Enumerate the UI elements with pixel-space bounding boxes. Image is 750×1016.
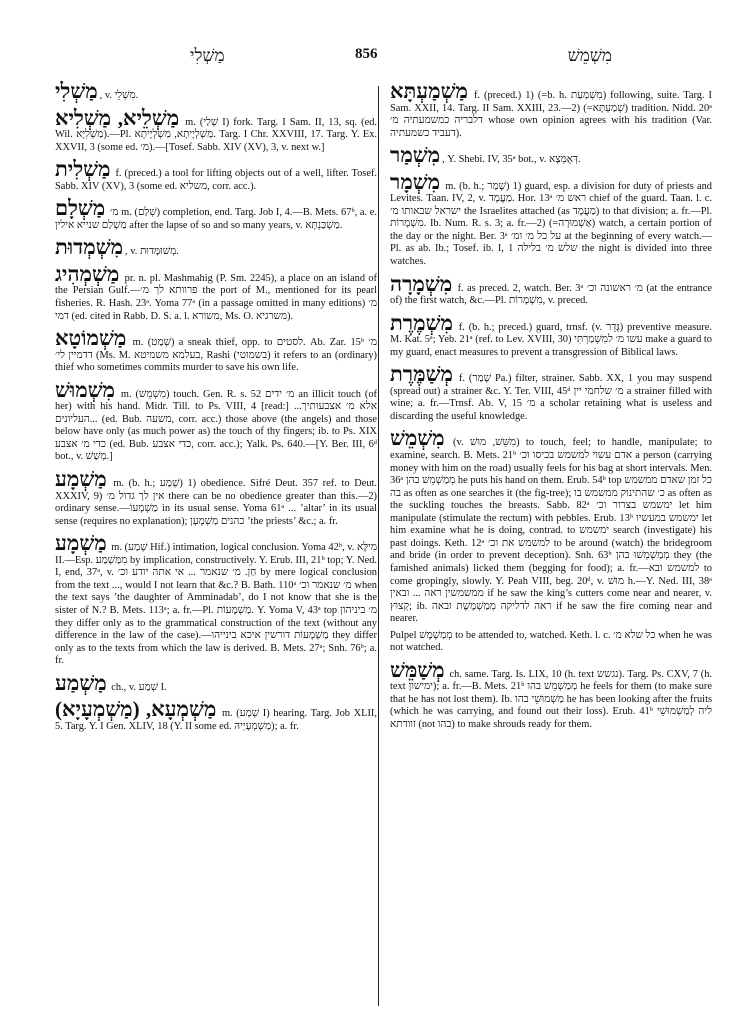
dictionary-entry xyxy=(55,672,377,695)
dictionary-entry xyxy=(390,273,712,308)
dictionary-entry xyxy=(390,427,712,625)
column-divider xyxy=(378,86,379,1006)
entry-text: f. as preced. 2, watch. Ber. 3ᵃ מ׳ ראשונה וכ׳ (at the entrance of) the first watch, &c.—Pl. מִשְׁמָרוֹת, v. preced. xyxy=(390,282,712,307)
dictionary-entry xyxy=(55,236,377,259)
entry-text: f. (preced.) a tool for lifting objects out of a well, lifter. Tosef. Sabb. XIV (XV), 3 (some ed. משליא, corr. acc.). xyxy=(55,168,377,192)
dictionary-entry xyxy=(55,107,377,155)
entry-text: m. (b. h.; שְׁמַע) 1) obedience. Sifré Deut. 357 ref. to Deut. XXXIV, 9) אין לך גדול מ׳ there can be no obedience greater than this.—2) ordinary sense.—מַשְׁמָעוֹ in its usual sense. Yoma 61ᵃ ... ’altar’ in its usual sense (requires no explanation); כהנים מַשְׁמָעָן ’the priests’ &c.; a. fr. xyxy=(55,478,378,527)
entry-headword: מַשְׁמָע xyxy=(55,467,107,492)
entry-headword: מִשְׁמֵשׁ xyxy=(390,426,445,451)
entry-text: m. (שְׁמַט) a sneak thief, opp. to לסטים. Ab. Zar. 15ᵇ מ׳ דדמיין לי׳ (Ms. M. בעלמא משמיטא, Rashi (בשמוטי) it refers to an (ordinary) thief who sometimes commits murder to save his own life. xyxy=(55,337,378,374)
entry-headword: מַשְׁמַע xyxy=(55,670,107,695)
entry-headword: מִשְׁמֶרֶת xyxy=(390,310,453,335)
entry-text: Pulpel מְמַשְׁמָשׁ to be attended to, watched. Keth. l. c. כל שלא מ׳ when he was not watched. xyxy=(390,629,712,654)
dictionary-entry xyxy=(55,468,377,528)
page-number: 856 xyxy=(355,46,378,62)
dictionary-entry xyxy=(390,171,712,269)
entry-headword: מִשְׁמוּשׁ xyxy=(55,377,116,402)
header-left-title: מַשְׁלִי xyxy=(190,46,225,65)
entry-headword: מִשְׁמָר xyxy=(390,169,441,194)
entry-headword: מִשְׁמַר xyxy=(390,143,441,168)
entry-text: f. (b. h.; preced.) guard, trnsf. (v. גָּדֵר) preventive measure. M. Kat. 5ᵃ; Yeb. 21ᵃ (ref. to Lev. XVIII, 30) עשו מ׳ למִשְׁמַרְתִּי make a guard to my guard, enact measures to prevent a transgression of Biblical laws. xyxy=(390,321,712,358)
dictionary-entry xyxy=(55,698,377,733)
entry-headword: מְשַׁמֶּרֶת xyxy=(390,362,453,387)
dictionary-entry xyxy=(55,158,377,193)
entry-headword: מַשְׁלִית xyxy=(55,157,111,182)
entry-headword: מַשְׁלֵיא, מַשְׁלִיא xyxy=(55,105,180,130)
entry-headword: מַשְׁמָע xyxy=(55,531,107,556)
entry-text: m. (שְׁמַע I) hearing. Targ. Job XLII, 5. Targ. Y. I Gen. XLIV, 18 (Y. II some ed. מַשְׁמְעָיְיהּ); a. fr. xyxy=(55,708,377,732)
dictionary-entry xyxy=(390,80,712,140)
entry-text: מ׳ m. (שְׁלַם) completion, end. Targ. Job I, 4.—B. Mets. 67ᵇ, a. e. מַשְׁלַם שנייא אילין after the lapse of so and so many years, v. מַשְׁכַּנְתָּא. xyxy=(55,207,377,231)
dictionary-entry xyxy=(55,379,377,464)
entry-headword: מַשְׁמְעָא, (מַשְׁמְעָיָא) xyxy=(55,697,217,722)
entry-text: f. (preced.) 1) (=b. h. מִשְׁמַעַת) following, suite. Targ. I Sam. XXII, 14. Targ. II Sam. XXIII, 23.—2) (=שְׁמַעְתָּא) tradition. Nidd. 20ᵃ דלבריה כמשמעתיה מ׳ whose own opinion agrees with his tradition (Var. דעביד כשמעתיה). xyxy=(390,90,712,139)
entry-text: m. (שְׁמַע Hif.) intimation, logical conclusion. Yoma 42ᵇ, v. מִילָּא II.—Esp. מִמַּשְׁמַע by implication, constructively. Y. Erub. III, 21ᵇ top; Y. Ned. I, end, 37ᵃ, v. חַן. מ׳ שנאמר ... אי אתה יודע וכ׳ by mere logical conclusion from the text ..., would I not learn that &c.? B. Bath. 110ᵃ מ׳ שנאמר וכ׳ when the text says ’the daughter of Amminadab’, do I not know that she is the sister of N.? B. Mets. 113ᵃ; a. fr.—Pl. מַשְׁמָעוֹת. Y. Yoma V, 43ᵃ top מ׳ ביניהון they differ only as to the grammatical construction of the text (without any difference in the law of the case).—מַשְׁמָעוֹת דורשין איכא בינייהו they differ only as to the texts from which the law is derived. B. Mets. 27ᵃ; Snh. 76ᵇ; a. fr. xyxy=(55,542,377,667)
dictionary-entry xyxy=(390,363,712,423)
entry-text: , Y. Shebi. IV, 35ᵃ bot., v. דְּאֻמְּצָא. xyxy=(442,154,581,166)
entry-text: m. (מִשְׁמֵשׁ) touch. Gen. R. s. 52 מ׳ ידים an illicit touch (of her) with his hand. Midr. Till. to Ps. VIII, 4 [read:] ...אלא מ׳ אצבעותיך ...העליונים (ed. Bub. משעה, corr. acc.) those above (the angels) and those below have only (as much power as) the touch of thy fingers; ib. to Ps. XIX כדי מ׳ אצבע (ed. Bub. כדי אצבע, corr. acc.); Yalk. Ps. 640.—[Y. Ber. III, 6ᵈ bot., v. מְשַׁשׁ.] xyxy=(55,388,378,463)
entry-text: , v. מִשְׁלֵי. xyxy=(99,90,139,101)
entry-headword: מְשַׁמֵּשׁ xyxy=(390,657,445,682)
dictionary-entry xyxy=(390,659,712,732)
header-right-title: מִשְׁמֵשׁ xyxy=(567,46,612,65)
entry-headword: מִשְׁמָרָה xyxy=(390,271,453,296)
dictionary-entry xyxy=(55,327,377,375)
dictionary-entry xyxy=(390,312,712,360)
dictionary-entry xyxy=(55,532,377,667)
right-column xyxy=(390,80,712,736)
left-column xyxy=(55,80,377,737)
entry-text: m. (שְׁלַי I) fork. Targ. I Sam. II, 13, sq. (ed. Wil. מַשְׁלִיָּא).—Pl. מַשְׁלְיָיתָא, מַשְׁלְיָיתָא. Targ. I Chr. XXVIII, 17. Targ. Y. Ex. XXVII, 3 (some ed. מ׳).—[Tosef. Sabb. XIV (XV), 3, v. next w.] xyxy=(55,116,377,153)
entry-headword: מִשְׁמְדוּת xyxy=(55,235,124,260)
dictionary-entry xyxy=(390,144,712,167)
entry-text: , v. מְשׁוּמָּדוּת. xyxy=(125,246,179,258)
page-header xyxy=(60,46,700,70)
entry-text: (v. מִשֵּׁשׁ, מוּשׁ) to touch, feel; to handle, manipulate; to examine, search. B. Mets. 21ᵇ אדם עשוי למשמש בכיסו וכ׳ a person (carrying money with him on the road) usually feels for his bag at short intervals. Men. 36ᵃ מְמַשְׁמֵשׁ בהן he puts his hand on them. Erub. 54ᵇ top כל זמן שאדם ממשמש בה as often as one searches it (the fig-tree); כ׳ שהתינוק ממשמש בו as often as the suckling touches the breasts. Sabb. 82ᵃ ימשמש בצרור וכ׳ let him manipulate (stimulate the rectum) with pebbles. Erub. 13ᵇ ימשמש במעשיו let him examine what he is doing, contrad. to ימשמש search (investigate) his past doings. Keth. 12ᵃ למשמש את וכ׳ to be around (watch) the bridegroom and bride (in order to prevent deception). Snh. 63ᵇ מְמַשְׁמְשׁוּ בהן they (the famished animals) licked them (begging for food); a. fr.—למשמש ובא to come gropingly, slowly. Y. Peah VIII, beg. 20ᵈ, v. מוּשׁ h.—Y. Ned. III, 38ᵃ ממשמשין ראה ... ובאין if he saw the king’s cutters come near and nearer, v. קְצוּץ; ib. ראה לדליקה מְמַשְׁמֶשֶׁת ובאה if he saw the fire coming near and nearer. xyxy=(390,437,713,625)
entry-text: pr. n. pl. Mashmahig (P. Sm. 2245), a place on an island of the Persian Gulf.—פרוותא לך מ׳ the port of M., mentioned for its pearl fisheries. R. Hash. 23ᵃ. Yoma 77ᵃ (in a passage omitted in many editions) מ׳ דמי (ed. cited in Rabb. D. S. a. l. משורא, Ms. O. משרגיא). xyxy=(55,272,377,322)
entry-text: f. (שָׁמַר Pa.) filter, strainer. Sabb. XX, 1 you may suspend (spread out) a strainer &c. Y. Ter. VIII, 45ᵈ מ׳ שלחמי יין a strainer filled with wine; a. fr.—Trnsf. Ab. V, 15 מ׳ a scholar retaining what is useless and discarding the useful knowledge. xyxy=(390,373,713,422)
dictionary-entry xyxy=(390,630,712,655)
entry-headword: מַשְׁמוֹטָא xyxy=(55,326,127,351)
dictionary-entry xyxy=(55,197,377,232)
dictionary-entry xyxy=(55,263,377,323)
entry-headword: מַשְׁלָם xyxy=(55,196,106,221)
entry-headword: מַשְׁמַעְתָּא xyxy=(390,79,468,103)
entry-headword: מַשְׁמְהִיג xyxy=(55,261,120,286)
dictionary-entry xyxy=(55,80,377,103)
entry-text: m. (b. h.; שָׁמַר) 1) guard, esp. a division for duty of priests and Levites. Taan. IV, 2, v. מַעֲמָד. Hor. 13ᵃ ראש מ׳ chief of the guard. Taan. l. c. ישראל שבאותו מ׳ the Israelites attached (as מַעֲמָד) to that division; a. fr.—Pl. מִשְׁמָרוֹת. Ib. Num. R. s. 3; a. fr.—2) (=אַשְׁמוּרָה) watch, a certain portion of the day or the night. Ber. 3ᵃ על כל מ׳ ומ׳ at the beginning of every watch.—Pl. as ab. Ib.; Tosef. ib. I, 1 שלש מ׳ בלילה the night is divided into three watches. xyxy=(390,180,713,268)
entry-headword: מַשְׁלִי xyxy=(55,79,98,103)
entry-text: ch., v. שְׁמַע I. xyxy=(108,681,167,693)
entry-text: ch. same. Targ. Is. LIX, 10 (h. text נגשש). Targ. Ps. CXV, 7 (h. text ימישון); a. fr.—B. Mets. 21ᵇ מְמַשְׁמֵשׁ בהו he feels for them (to make sure that he has not lost them). Ib. מַשְׁמוּשֵׁי בהו he has been looking after the fruits (which he was carrying, and found out their loss). Erub. 41ᵇ ליה לְמַשְׁמוּשֵׁי זוודתא (not בהו) to make shrouds ready for them. xyxy=(390,668,712,730)
